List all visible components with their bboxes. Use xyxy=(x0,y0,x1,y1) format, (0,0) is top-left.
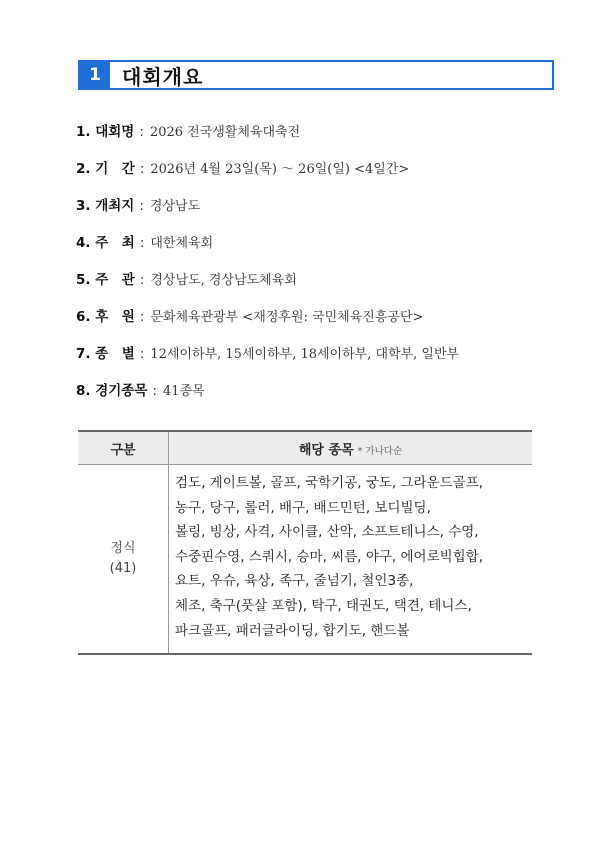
overview-item-sponsor: 6. 후 원 : 문화체육관광부 <재정후원: 국민체육진흥공단> xyxy=(76,309,424,325)
overview-item-period: 2. 기 간 : 2026년 4월 23일(목) ～ 26일(일) <4일간> xyxy=(76,161,410,177)
table-header-row xyxy=(78,431,532,465)
section-number: 1 xyxy=(80,62,110,88)
section-title: 대회개요 xyxy=(122,64,204,89)
item-label: 4. 주 최 xyxy=(76,235,135,251)
sports-line: 농구, 당구, 롤러, 배구, 배드민턴, 보디빌딩, xyxy=(175,499,431,516)
overview-list xyxy=(76,120,556,416)
sports-line: 볼링, 빙상, 사격, 사이클, 산악, 소프트테니스, 수영, xyxy=(175,524,479,541)
item-label: 6. 후 원 xyxy=(76,309,135,325)
item-value: 경상남도 xyxy=(149,199,201,214)
header-sort-note: * 가나다순 xyxy=(357,445,403,457)
item-value: 41종목 xyxy=(162,384,205,399)
section-heading xyxy=(78,60,554,90)
item-label: 8. 경기종목 xyxy=(76,383,148,399)
item-label: 2. 기 간 xyxy=(76,161,135,177)
overview-item-divisions: 7. 종 별 : 12세이하부, 15세이하부, 18세이하부, 대학부, 일반부 xyxy=(76,346,460,362)
overview-item-name: 1. 대회명 : 2026 전국생활체육대축전 xyxy=(76,124,301,140)
sports-line: 요트, 우슈, 육상, 족구, 줄넘기, 철인3종, xyxy=(175,573,414,590)
header-sports xyxy=(169,431,533,465)
overview-item-host: 4. 주 최 : 대한체육회 xyxy=(76,235,214,251)
category-count: (41) xyxy=(109,561,137,577)
sports-line: 검도, 게이트볼, 골프, 국학기공, 궁도, 그라운드골프, xyxy=(175,475,484,491)
overview-item-organizer: 5. 주 관 : 경상남도, 경상남도체육회 xyxy=(76,272,297,288)
header-category: 구분 xyxy=(78,431,169,465)
item-label: 5. 주 관 xyxy=(76,272,135,288)
category-name: 정식 xyxy=(110,541,136,557)
item-value: 2026 전국생활체육대축전 xyxy=(149,125,301,140)
overview-item-events: 8. 경기종목 : 41종목 xyxy=(76,383,205,399)
header-sports-label: 해당 종목 xyxy=(298,442,354,458)
sports-line: 수중핀수영, 스쿼시, 승마, 씨름, 야구, 에어로빅힙합, xyxy=(175,548,484,565)
item-label: 3. 개최지 xyxy=(76,198,135,214)
sports-line: 체조, 축구(풋살 포함), 탁구, 태권도, 택견, 테니스, xyxy=(175,597,472,614)
sports-table xyxy=(78,430,532,655)
item-value: 대한체육회 xyxy=(150,236,214,251)
item-label: 1. 대회명 xyxy=(76,124,135,140)
item-value: 경상남도, 경상남도체육회 xyxy=(150,273,297,288)
category-cell xyxy=(78,465,169,655)
sports-cell xyxy=(169,465,533,655)
item-value: 문화체육관광부 <재정후원: 국민체육진흥공단> xyxy=(150,310,424,325)
sports-line: 파크골프, 패러글라이딩, 합기도, 핸드볼 xyxy=(175,622,410,639)
overview-item-venue: 3. 개최지 : 경상남도 xyxy=(76,198,201,214)
item-value: 12세이하부, 15세이하부, 18세이하부, 대학부, 일반부 xyxy=(150,347,460,362)
table-row xyxy=(78,465,532,655)
item-value: 2026년 4월 23일(목) ～ 26일(일) <4일간> xyxy=(150,162,410,177)
item-label: 7. 종 별 xyxy=(76,346,135,362)
